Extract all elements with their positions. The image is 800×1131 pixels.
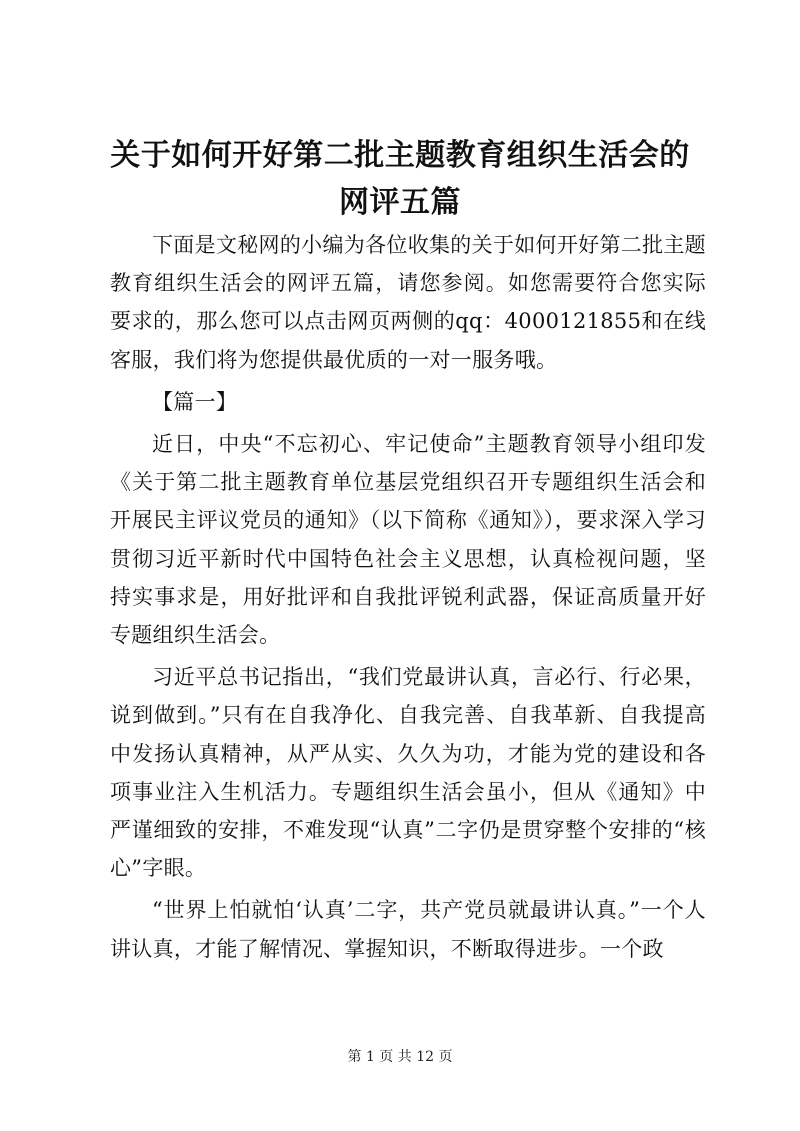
body-paragraph: “世界上怕就怕‘认真’二字，共产党员就最讲认真。”一个人讲认真，才能了解情况、掌握知识，不断取得进步。一个政 — [110, 898, 706, 961]
document-title: 关于如何开好第二批主题教育组织生活会的网评五篇 — [110, 138, 690, 220]
page-footer: 第 1 页 共 12 页 — [347, 1049, 453, 1065]
document-body — [110, 226, 706, 968]
body-paragraph: 习近平总书记指出，“我们党最讲认真，言必行、行必果，说到做到。”只有在自我净化、自我完善、自我革新、自我提高中发扬认真精神，从严从实、久久为功，才能为党的建设和各项事业注入生机活力。专题组织生活会虽小，但从《通知》中严谨细致的安排，不难发现“认真”二字仍是贯穿整个安排的“核心”字眼。 — [110, 665, 706, 881]
section-heading: 【篇一】 — [152, 389, 238, 414]
intro-paragraph: 下面是文秘网的小编为各位收集的关于如何开好第二批主题教育组织生活会的网评五篇，请您参阅。如您需要符合您实际要求的，那么您可以点击网页两侧的qq：4000121855和在线客服，我们将为您提供最优质的一对一服务哦。 — [110, 233, 706, 372]
body-paragraph: 近日，中央“不忘初心、牢记使命”主题教育领导小组印发《关于第二批主题教育单位基层党组织召开专题组织生活会和开展民主评议党员的通知》（以下简称《通知》），要求深入学习贯彻习近平新时代中国特色社会主义思想，认真检视问题，坚持实事求是，用好批评和自我批评锐利武器，保证高质量开好专题组织生活会。 — [110, 432, 706, 648]
